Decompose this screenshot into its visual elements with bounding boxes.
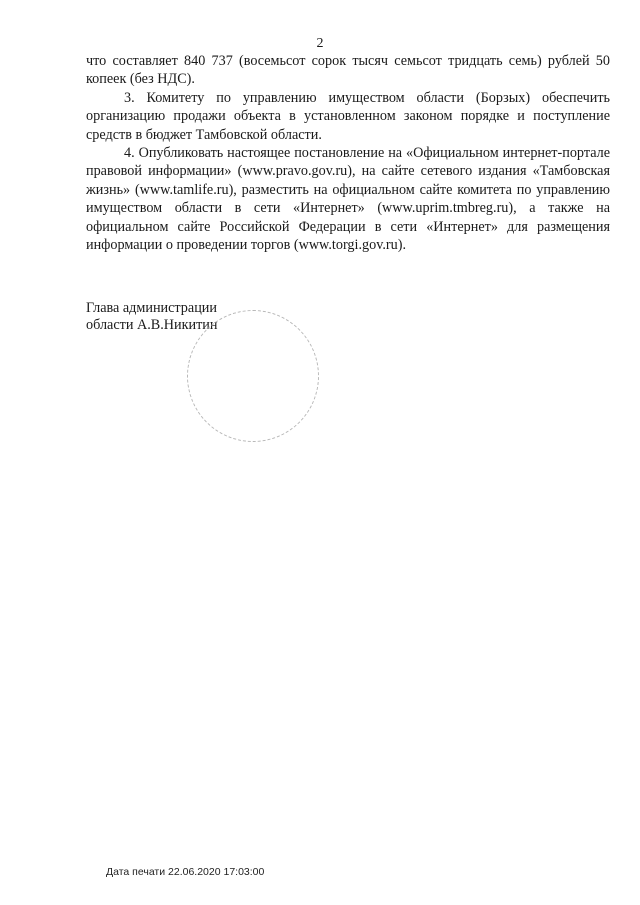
print-date: Дата печати 22.06.2020 17:03:00 xyxy=(106,866,265,878)
seal-placeholder xyxy=(187,310,319,442)
signature-block xyxy=(86,300,217,334)
page-number: 2 xyxy=(316,36,324,51)
document-body xyxy=(86,52,610,254)
paragraph-3: 3. Комитету по управлению имуществом области (Борзых) обеспечить организацию продажи объекта в установленном законом порядке и поступление средств в бюджет Тамбовской области. xyxy=(86,89,610,143)
paragraph-4: 4. Опубликовать настоящее постановление на «Официальном интернет-портале правовой информации» (www.pravo.gov.ru), на сайте сетевого издания «Тамбовская жизнь» (www.tamlife.ru), разместить на официальном сайте комитета по управлению имуществом области в сети «Интернет» (www.uprim.tmbreg.ru), а также на официальном сайте Российской Федерации в сети «Интернет» для размещения информации о проведении торгов (www.torgi.gov.ru). xyxy=(86,145,610,254)
signature-name: области А.В.Никитин xyxy=(86,317,218,333)
signature-position: Глава администрации xyxy=(86,300,217,316)
paragraph-continuation: что составляет 840 737 (восемьсот сорок тысяч семьсот тридцать семь) рублей 50 копеек (без НДС). xyxy=(86,53,610,88)
